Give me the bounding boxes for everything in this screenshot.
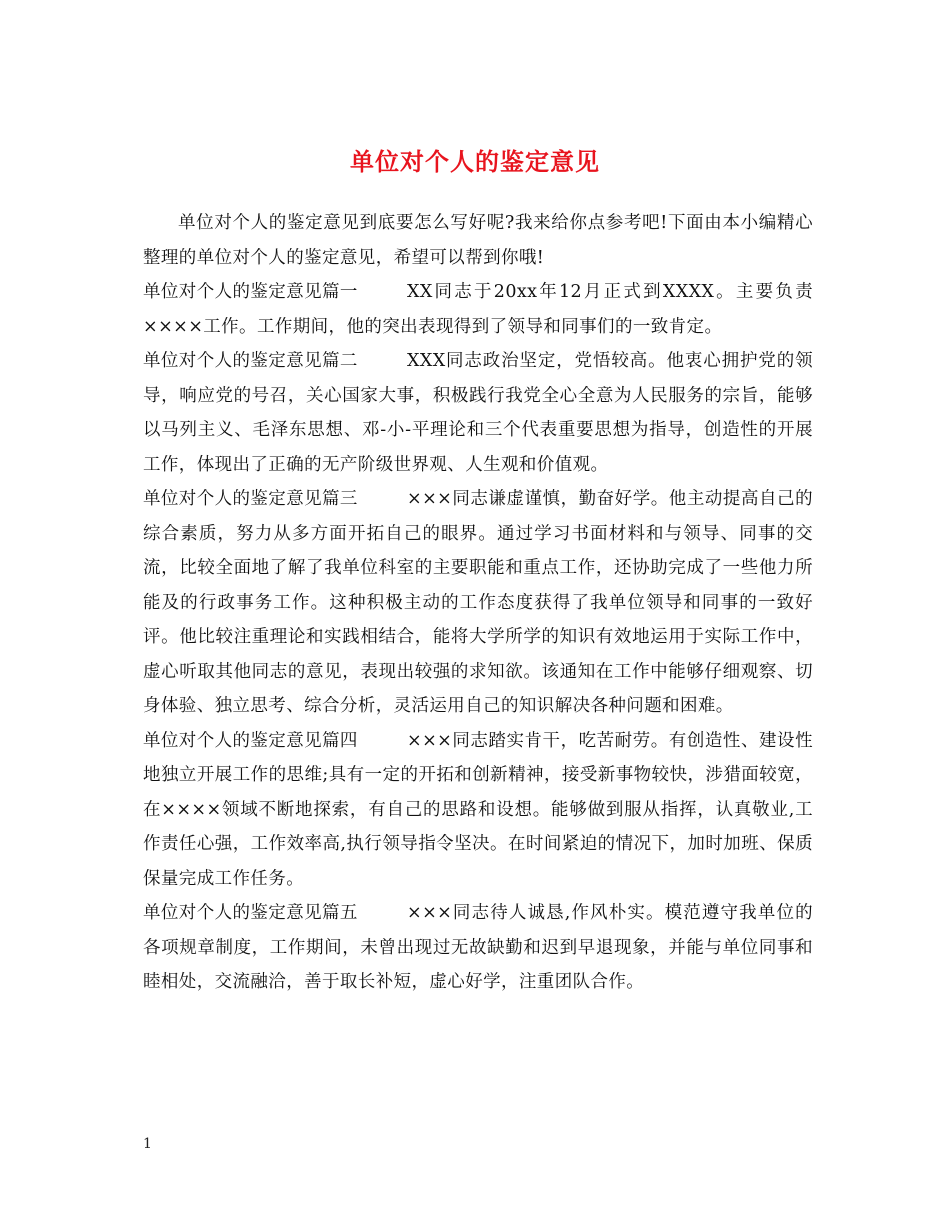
section-text-2: XXX同志政治坚定，党悟较高。他衷心拥护党的领导，响应党的号召，关心国家大事，积极践行我党全心全意为人民服务的宗旨，能够以马列主义、毛泽东思想、邓-小-平理论和三个代表重要思想为指导，创造性的开展工作，体现出了正确的无产阶级世界观、人生观和价值观。: [143, 351, 813, 475]
page-number: 1: [143, 1136, 152, 1152]
section-paragraph-1: [143, 275, 813, 344]
section-text-1: XX同志于20xx年12月正式到XXXX。主要负责××××工作。工作期间，他的突出表现得到了领导和同事们的一致肯定。: [143, 282, 813, 337]
document-title: 单位对个人的鉴定意见: [350, 147, 600, 177]
section-text-4: ×××同志踏实肯干，吃苦耐劳。有创造性、建设性地独立开展工作的思维;具有一定的开拓和创新精神，接受新事物较快，涉猎面较宽，在××××领域不断地探索，有自己的思路和设想。能够做到服从指挥，认真敬业,工作责任心强，工作效率高,执行领导指令坚决。在时间紧迫的情况下，加时加班、保质保量完成工作任务。: [143, 730, 813, 889]
section-text-3: ×××同志谦虚谨慎，勤奋好学。他主动提高自己的综合素质，努力从多方面开拓自己的眼界。通过学习书面材料和与领导、同事的交流，比较全面地了解了我单位科室的主要职能和重点工作，还协助完成了一些他力所能及的行政事务工作。这种积极主动的工作态度获得了我单位领导和同事的一致好评。他比较注重理论和实践相结合，能将大学所学的知识有效地运用于实际工作中，虚心听取其他同志的意见，表现出较强的求知欲。该通知在工作中能够仔细观察、切身体验、独立思考、综合分析，灵活运用自己的知识解决各种问题和困难。: [143, 489, 813, 716]
section-label-5: 单位对个人的鉴定意见篇五: [143, 903, 358, 923]
section-text-5: ×××同志待人诚恳,作风朴实。模范遵守我单位的各项规章制度，工作期间，未曾出现过无故缺勤和迟到早退现象，并能与单位同事和睦相处，交流融洽，善于取长补短，虚心好学，注重团队合作。: [143, 903, 813, 992]
section-paragraph-4: [143, 724, 813, 897]
section-paragraph-5: [143, 896, 813, 1000]
section-label-4: 单位对个人的鉴定意见篇四: [143, 730, 358, 751]
section-label-1: 单位对个人的鉴定意见篇一: [143, 282, 358, 302]
intro-paragraph: 单位对个人的鉴定意见到底要怎么写好呢?我来给你点参考吧!下面由本小编精心整理的单位对个人的鉴定意见，希望可以帮到你哦!: [143, 213, 813, 268]
section-paragraph-3: [143, 482, 813, 724]
section-label-2: 单位对个人的鉴定意见篇二: [143, 351, 358, 371]
section-label-3: 单位对个人的鉴定意见篇三: [143, 489, 358, 509]
section-paragraph-2: [143, 344, 813, 482]
document-body: [143, 206, 813, 1000]
